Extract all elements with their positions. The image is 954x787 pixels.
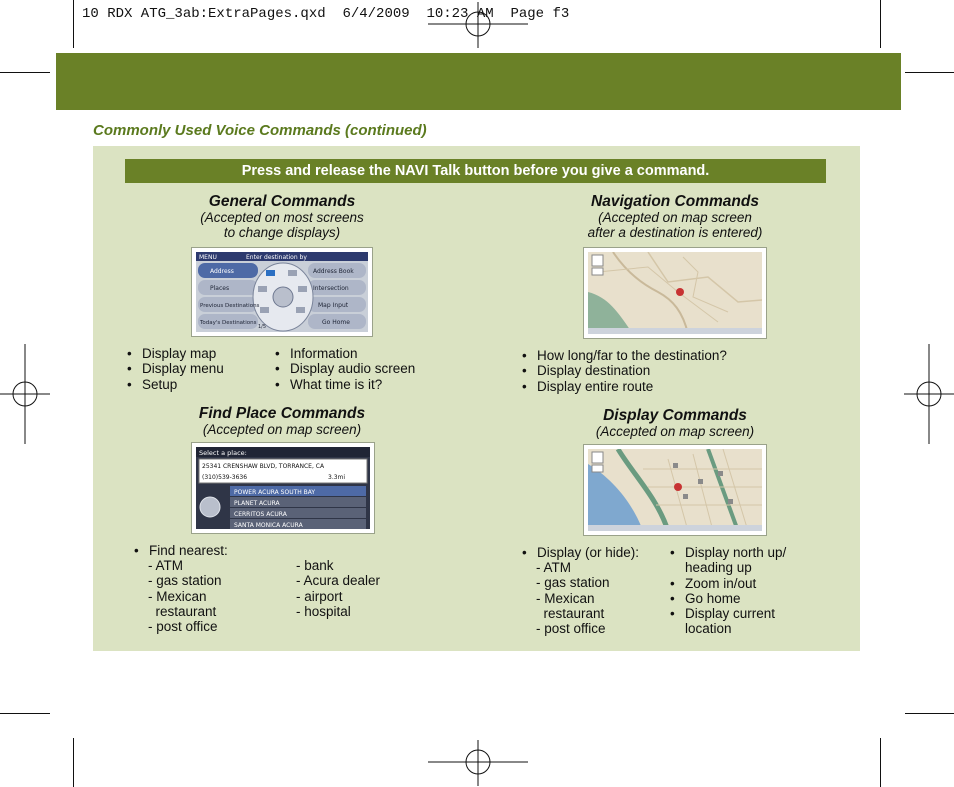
- note-line: (Accepted on most screens: [200, 210, 364, 225]
- display-commands-note: (Accepted on map screen): [595, 424, 755, 439]
- screen-option: Go Home: [322, 319, 350, 326]
- screen-place-item: POWER ACURA SOUTH BAY: [234, 489, 316, 496]
- option-line: - ATM: [536, 560, 571, 575]
- screen-address: 25341 CRENSHAW BLVD, TORRANCE, CA: [202, 463, 325, 470]
- option-line: restaurant: [536, 605, 605, 621]
- section-title: Commonly Used Voice Commands (continued): [93, 122, 427, 139]
- registration-mark-left: [0, 344, 50, 444]
- option-line: - gas station: [536, 575, 610, 591]
- display-lead: [522, 545, 639, 560]
- display-options-2: [670, 545, 786, 637]
- option-line: - gas station: [148, 573, 222, 589]
- command-item: • Information: [275, 346, 415, 361]
- crop-mark: [0, 72, 50, 73]
- poi-map-screenshot: [584, 445, 766, 535]
- option-line: - post office: [536, 621, 606, 637]
- screen-option: Today's Destinations: [200, 320, 257, 326]
- navigation-commands-list: [522, 348, 727, 394]
- destination-map-screenshot: [584, 248, 766, 338]
- command-item: heading up: [685, 560, 752, 576]
- option-line: - bank: [296, 558, 334, 573]
- command-item: • Display (or hide):: [522, 545, 639, 560]
- command-item: • Display map: [127, 346, 224, 361]
- general-commands-list-2: [275, 346, 415, 392]
- option-line: - Mexican: [536, 590, 595, 606]
- screen-option: Places: [210, 285, 230, 292]
- screen-menu-label: MENU: [199, 254, 217, 261]
- find-place-commands-title: Find Place Commands: [198, 405, 366, 422]
- option-line: - hospital: [296, 603, 351, 619]
- screen-header: Enter destination by: [246, 254, 307, 261]
- header-band: [56, 53, 901, 110]
- command-item: • Display destination: [522, 363, 727, 378]
- screen-option: Intersection: [313, 285, 349, 292]
- general-commands-title: General Commands: [208, 193, 356, 210]
- screen-place-item: PLANET ACURA: [234, 500, 280, 507]
- screen-distance: 3.3mi: [328, 474, 346, 481]
- general-commands-note: [162, 210, 402, 240]
- screen-option: Address: [210, 268, 234, 275]
- find-nearest-options-2: [296, 558, 380, 619]
- instruction-banner: Press and release the NAVI Talk button before you give a command.: [125, 159, 826, 183]
- screen-header: Select a place:: [199, 449, 247, 457]
- registration-mark-bottom: [428, 740, 528, 786]
- screen-option: Previous Destinations: [200, 303, 260, 309]
- display-options-1: [536, 560, 610, 636]
- command-item: • Go home: [670, 591, 786, 606]
- screen-option: Map Input: [318, 302, 349, 309]
- crop-mark: [880, 0, 881, 48]
- option-line: - Acura dealer: [296, 573, 381, 589]
- note-line: after a destination is entered): [587, 225, 763, 240]
- navigation-commands-note: [555, 210, 795, 240]
- option-line: - airport: [296, 588, 343, 604]
- screen-phone: (310)539-3636: [202, 474, 248, 481]
- find-nearest-options-1: [148, 558, 222, 634]
- registration-mark-top: [428, 2, 528, 48]
- command-item: • What time is it?: [275, 377, 415, 392]
- command-item: • Display entire route: [522, 379, 727, 394]
- crop-mark: [73, 738, 74, 787]
- command-item: • Display menu: [127, 361, 224, 376]
- display-commands-title: Display Commands: [603, 407, 747, 424]
- command-item: • Display current: [670, 606, 786, 621]
- command-item: • Display north up/: [670, 545, 786, 560]
- find-place-commands-note: (Accepted on map screen): [202, 422, 362, 437]
- screen-place-item: CERRITOS ACURA: [234, 511, 287, 518]
- command-item: • Setup: [127, 377, 224, 392]
- command-item: • How long/far to the destination?: [522, 348, 727, 363]
- destination-menu-screenshot: [192, 248, 372, 336]
- general-commands-list-1: [127, 346, 224, 392]
- command-item: • Find nearest:: [134, 543, 228, 558]
- screen-place-item: SANTA MONICA ACURA: [234, 522, 303, 529]
- screen-page-indicator: 1/5: [258, 324, 267, 330]
- option-line: restaurant: [148, 603, 217, 619]
- find-nearest-lead: [134, 543, 228, 558]
- screen-option: Address Book: [313, 268, 354, 275]
- crop-mark: [880, 738, 881, 787]
- registration-mark-right: [904, 344, 954, 444]
- crop-mark: [905, 713, 954, 714]
- option-line: - Mexican: [148, 588, 207, 604]
- note-line: (Accepted on map screen: [598, 210, 752, 225]
- option-line: - ATM: [148, 558, 183, 573]
- print-slug: 10 RDX ATG_3ab:ExtraPages.qxd 6/4/2009 10:23 AM Page f3: [82, 6, 570, 22]
- crop-mark: [905, 72, 954, 73]
- place-list-screenshot: [192, 443, 374, 533]
- command-item: location: [685, 621, 732, 637]
- crop-mark: [73, 0, 74, 48]
- command-item: • Zoom in/out: [670, 576, 786, 591]
- note-line: to change displays): [223, 225, 341, 240]
- navigation-commands-title: Navigation Commands: [591, 193, 759, 210]
- crop-mark: [0, 713, 50, 714]
- option-line: - post office: [148, 619, 218, 635]
- command-item: • Display audio screen: [275, 361, 415, 376]
